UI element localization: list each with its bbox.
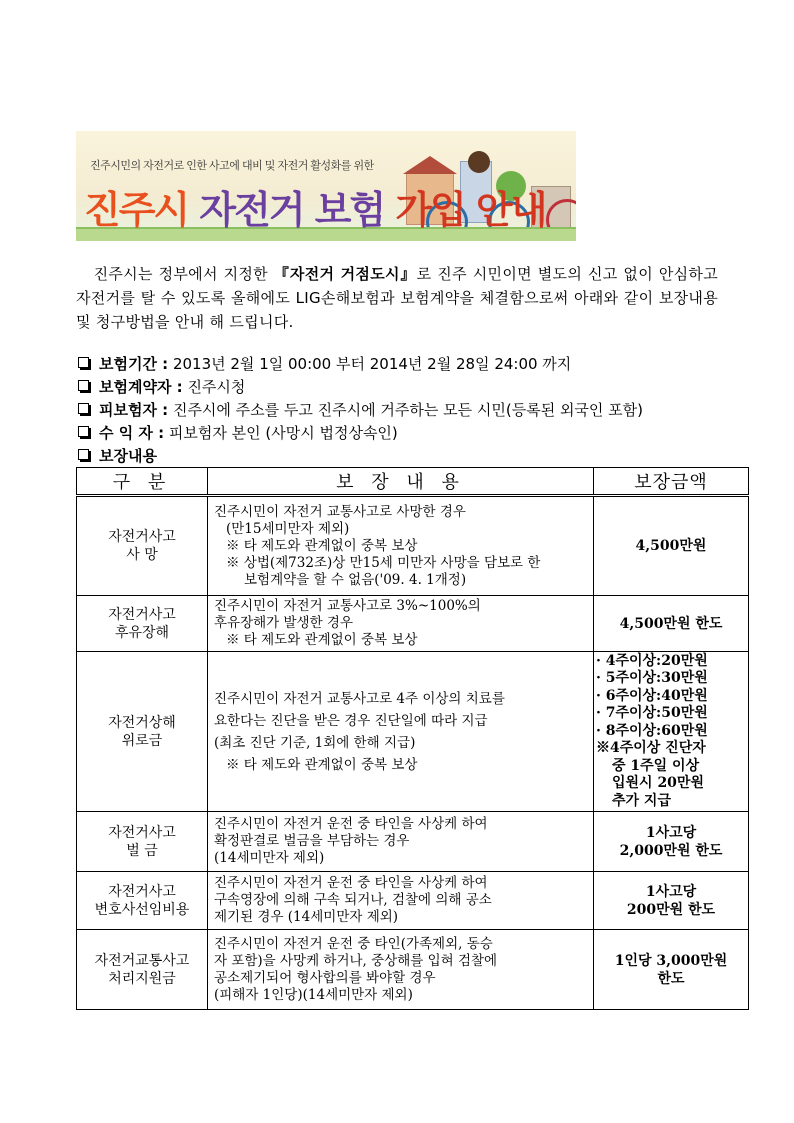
info-label: 보장내용	[99, 447, 157, 465]
info-value: 진주시청	[182, 378, 246, 396]
banner-subtitle: 진주시민의 자전거로 인한 사고에 대비 및 자전거 활성화를 위한	[90, 160, 374, 172]
content-line: (만15세미만자 제외)	[226, 520, 350, 537]
category-line: 자전거사고	[108, 883, 176, 900]
coverage-table	[76, 467, 749, 1010]
amount-line: 추가 지급	[612, 792, 671, 809]
content-line: 보험계약을 할 수 없음('09. 4. 1개정)	[244, 571, 467, 588]
table-row	[77, 812, 749, 872]
intro-text-before: 진주시는 정부에서 지정한	[93, 265, 274, 283]
info-item-contractor	[78, 377, 245, 397]
amount-line: 200만원 한도	[626, 901, 716, 918]
content-line: 구속영장에 의해 구속 되거나, 검찰에 의해 공소	[214, 892, 492, 908]
row-content	[208, 652, 594, 812]
info-value: 2013년 2월 1일 00:00 부터 2014년 2월 28일 24:00 까지	[168, 355, 572, 373]
table-row	[77, 596, 749, 652]
content-line: ※ 타 제도와 관계없이 중복 보상	[226, 537, 418, 554]
intro-paragraph	[76, 262, 718, 334]
amount-line: 4,500만원 한도	[619, 615, 723, 632]
amount-line: 중 1주일 이상	[612, 757, 700, 774]
row-category	[77, 496, 208, 596]
content-line: 요한다는 진단을 받은 경우 진단일에 따라 지급	[214, 712, 488, 729]
content-line: (피해자 1인당)(14세미만자 제외)	[214, 986, 413, 1003]
content-line: ※ 타 제도와 관계없이 중복 보상	[226, 632, 418, 648]
header-banner	[76, 131, 576, 241]
content-line: 진주시민이 자전거 운전 중 타인을 사상케 하여	[214, 875, 488, 891]
checkbox-bullet-icon	[78, 426, 89, 437]
content-line: 후유장해가 발생한 경우	[214, 615, 353, 631]
amount-line: · 5주이상:30만원	[596, 670, 708, 687]
category-line: 자전거교통사고	[94, 952, 190, 969]
content-line: ※ 상법(제732조)상 만15세 미만자 사망을 담보로 한	[226, 554, 541, 571]
row-category	[77, 596, 208, 652]
row-amount	[594, 496, 749, 596]
header-amount: 보장금액	[594, 468, 749, 496]
info-value: 진주시에 주소를 두고 진주시에 거주하는 모든 시민(등록된 외국인 포함)	[168, 401, 644, 419]
amount-line: 1인당 3,000만원	[614, 952, 728, 969]
row-amount	[594, 652, 749, 812]
info-label: 보험기간 :	[99, 355, 169, 373]
banner-title	[84, 179, 545, 234]
content-line: ※ 타 제도와 관계없이 중복 보상	[226, 756, 418, 773]
child-illustration	[468, 151, 490, 173]
category-line: 위로금	[121, 732, 163, 749]
amount-line: 4,500만원	[635, 538, 707, 554]
intro-highlight: 『자전거 거점도시』	[273, 265, 417, 283]
category-line: 자전거사고	[108, 606, 176, 623]
row-content	[208, 872, 594, 930]
info-value: 피보험자 본인 (사망시 법정상속인)	[164, 424, 398, 442]
category-line: 벌 금	[126, 842, 158, 859]
category-line: 자전거사고	[108, 529, 176, 545]
amount-line: 1사고당	[645, 883, 697, 900]
category-line: 처리지원금	[108, 970, 176, 987]
info-item-beneficiary	[78, 423, 398, 443]
info-item-coverage	[78, 446, 157, 466]
category-line: 자전거사고	[108, 824, 176, 841]
amount-line: 2,000만원 한도	[619, 842, 723, 859]
amount-line: ※4주이상 진단자	[596, 740, 706, 757]
content-line: (최초 진단 기준, 1회에 한해 지급)	[214, 734, 416, 751]
header-content: 보 장 내 용	[208, 468, 594, 496]
checkbox-bullet-icon	[78, 449, 89, 460]
banner-title-part-2: 자전거 보험	[199, 188, 385, 232]
content-line: (14세미만자 제외)	[214, 850, 325, 866]
row-category	[77, 930, 208, 1010]
amount-line: 입원시 20만원	[612, 775, 704, 792]
content-line: 진주시민이 자전거 교통사고로 사망한 경우	[214, 503, 466, 520]
row-category	[77, 812, 208, 872]
category-line: 자전거상해	[108, 714, 176, 731]
category-line: 사 망	[126, 547, 158, 563]
row-amount	[594, 872, 749, 930]
row-content	[208, 596, 594, 652]
content-line: 진주시민이 자전거 교통사고로 3%~100%의	[214, 598, 481, 614]
row-content	[208, 812, 594, 872]
category-line: 후유장해	[114, 624, 170, 641]
row-amount	[594, 812, 749, 872]
checkbox-bullet-icon	[78, 403, 89, 414]
row-amount	[594, 596, 749, 652]
table-row	[77, 652, 749, 812]
row-category	[77, 652, 208, 812]
content-line: 자 포함)을 사망케 하거나, 중상해를 입혀 검찰에	[214, 952, 498, 969]
content-line: 진주시민이 자전거 운전 중 타인(가족제외, 동승	[214, 935, 493, 952]
row-content	[208, 930, 594, 1010]
category-line: 변호사선임비용	[94, 901, 190, 918]
info-label: 수 익 자 :	[99, 424, 165, 442]
content-line: 공소제기되어 형사합의를 봐야할 경우	[214, 969, 436, 986]
amount-line: · 8주이상:60만원	[596, 722, 708, 739]
content-line: 진주시민이 자전거 운전 중 타인을 사상케 하여	[214, 816, 488, 832]
table-row	[77, 872, 749, 930]
checkbox-bullet-icon	[78, 357, 89, 368]
table-header-row	[77, 468, 749, 496]
row-amount	[594, 930, 749, 1010]
table-row	[77, 496, 749, 596]
content-line: 제기된 경우 (14세미만자 제외)	[214, 909, 399, 925]
info-label: 보험계약자 :	[99, 378, 183, 396]
row-category	[77, 872, 208, 930]
amount-line: · 7주이상:50만원	[596, 705, 708, 722]
info-label: 피보험자 :	[99, 401, 169, 419]
amount-line: 한도	[657, 970, 685, 987]
banner-title-part-1: 진주시	[84, 188, 189, 232]
amount-line: · 6주이상:40만원	[596, 687, 708, 704]
amount-line: 1사고당	[645, 824, 697, 841]
content-line: 진주시민이 자전거 교통사고로 4주 이상의 치료를	[214, 690, 505, 707]
row-content	[208, 496, 594, 596]
amount-line: · 4주이상:20만원	[596, 652, 708, 669]
table-row	[77, 930, 749, 1010]
content-line: 확정판결로 벌금을 부담하는 경우	[214, 833, 410, 849]
info-item-insured	[78, 400, 643, 420]
banner-title-part-3: 가입 안내	[395, 188, 546, 232]
intro-text-after: 로 진주 시민이면 별도의 신고 없이 안심하고 자전거를 탈 수 있도록 올해에도 LIG손해보험과 보험계약을 체결함으로써 아래와 같이 보장내용 및 청구방법을 안내 해 드립니다.	[76, 265, 719, 331]
checkbox-bullet-icon	[78, 380, 89, 391]
info-item-period	[78, 354, 571, 374]
header-category: 구 분	[77, 468, 208, 496]
